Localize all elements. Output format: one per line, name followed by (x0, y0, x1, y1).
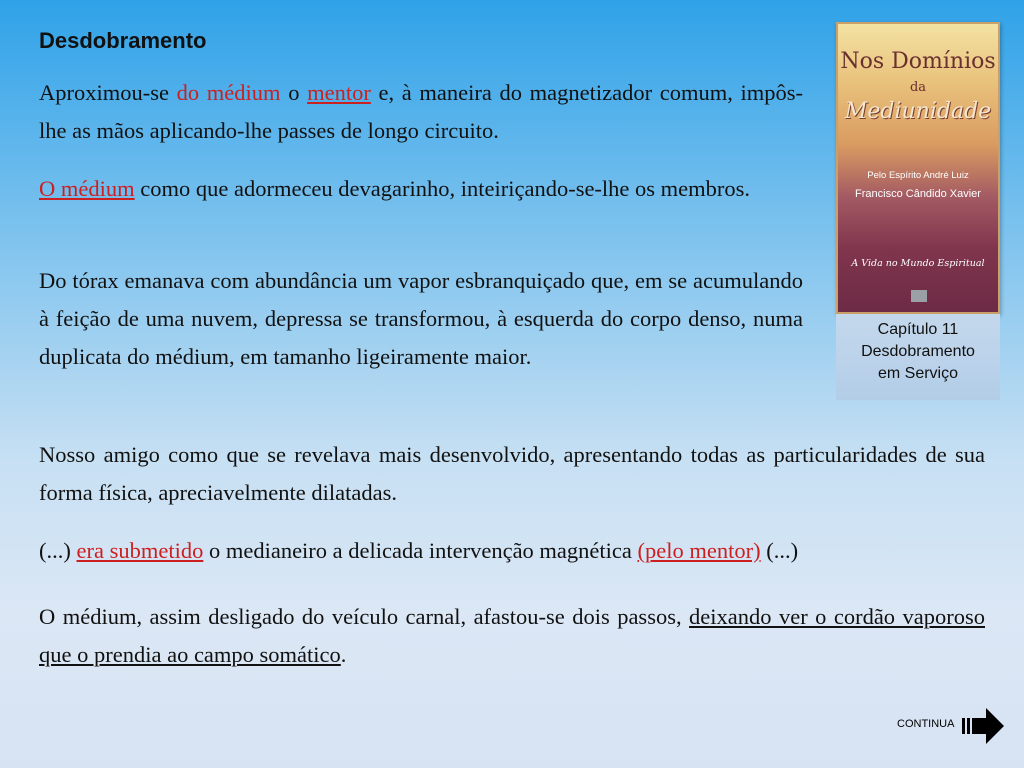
p2-highlight-medium: O médium (39, 176, 135, 201)
chapter-number: Capítulo 11 (877, 321, 959, 338)
chapter-title-line2: em Serviço (877, 365, 959, 382)
paragraph-1 (39, 74, 803, 150)
p6-text-c: . (340, 642, 347, 667)
p1-highlight-mentor: mentor (307, 80, 371, 105)
book-cover (836, 22, 1000, 314)
paragraph-6 (39, 598, 985, 674)
p1-text-e: e, à maneira do magnetizador comum, impôs-lhe as mãos aplicando-lhe passes de longo circuito. (39, 80, 804, 143)
book-title-line1: Nos Domínios (840, 49, 996, 74)
book-subtitle: A Vida no Mundo Espiritual (851, 258, 985, 269)
book-title (838, 50, 998, 124)
slide-title: Desdobramento (39, 28, 207, 53)
p5-text-c: o medianeiro a delicada intervenção magnética (203, 538, 638, 563)
book-medium-author: Francisco Cândido Xavier (855, 188, 981, 200)
p2-text-b: como que adormeceu devagarinho, inteiriçando-se-lhe os membros. (134, 176, 751, 201)
chapter-caption (836, 314, 1000, 400)
p6-text-a: O médium, assim desligado do veículo carnal, afastou-se dois passos, (39, 604, 690, 629)
p5-text-a: (...) (39, 538, 77, 563)
publisher-logo-icon (911, 290, 927, 302)
book-title-da: da (909, 80, 927, 95)
p1-text-c: o (280, 80, 308, 105)
chapter-title-line1: Desdobramento (861, 343, 975, 360)
book-spirit-author: Pelo Espírito André Luiz (867, 170, 969, 181)
continue-label[interactable]: CONTINUA (897, 718, 955, 730)
paragraph-4: Nosso amigo como que se revelava mais desenvolvido, apresentando todas as particularidades de sua forma física, apreciavelmente dilatadas. (39, 442, 985, 505)
paragraph-3: Do tórax emanava com abundância um vapor esbranquiçado que, em se acumulando à feição de uma nuvem, depressa se transformou, à esquerda do corpo denso, numa duplicata do médium, em tamanho ligeiramente maior. (39, 268, 803, 369)
p5-text-e: (...) (760, 538, 799, 563)
p1-highlight-medium: do médium (176, 80, 281, 105)
next-arrow-icon[interactable] (960, 706, 1006, 746)
paragraph-5 (39, 532, 985, 570)
p5-highlight-pelo-mentor: (pelo mentor) (637, 538, 761, 563)
p1-text-a: Aproximou-se (39, 80, 177, 105)
p5-highlight-submetido: era submetido (76, 538, 204, 563)
p6-underlined: deixando ver o cordão vaporoso que o prendia ao campo somático (39, 604, 985, 667)
paragraph-2 (39, 170, 803, 208)
book-title-line2: Mediunidade (844, 99, 992, 124)
